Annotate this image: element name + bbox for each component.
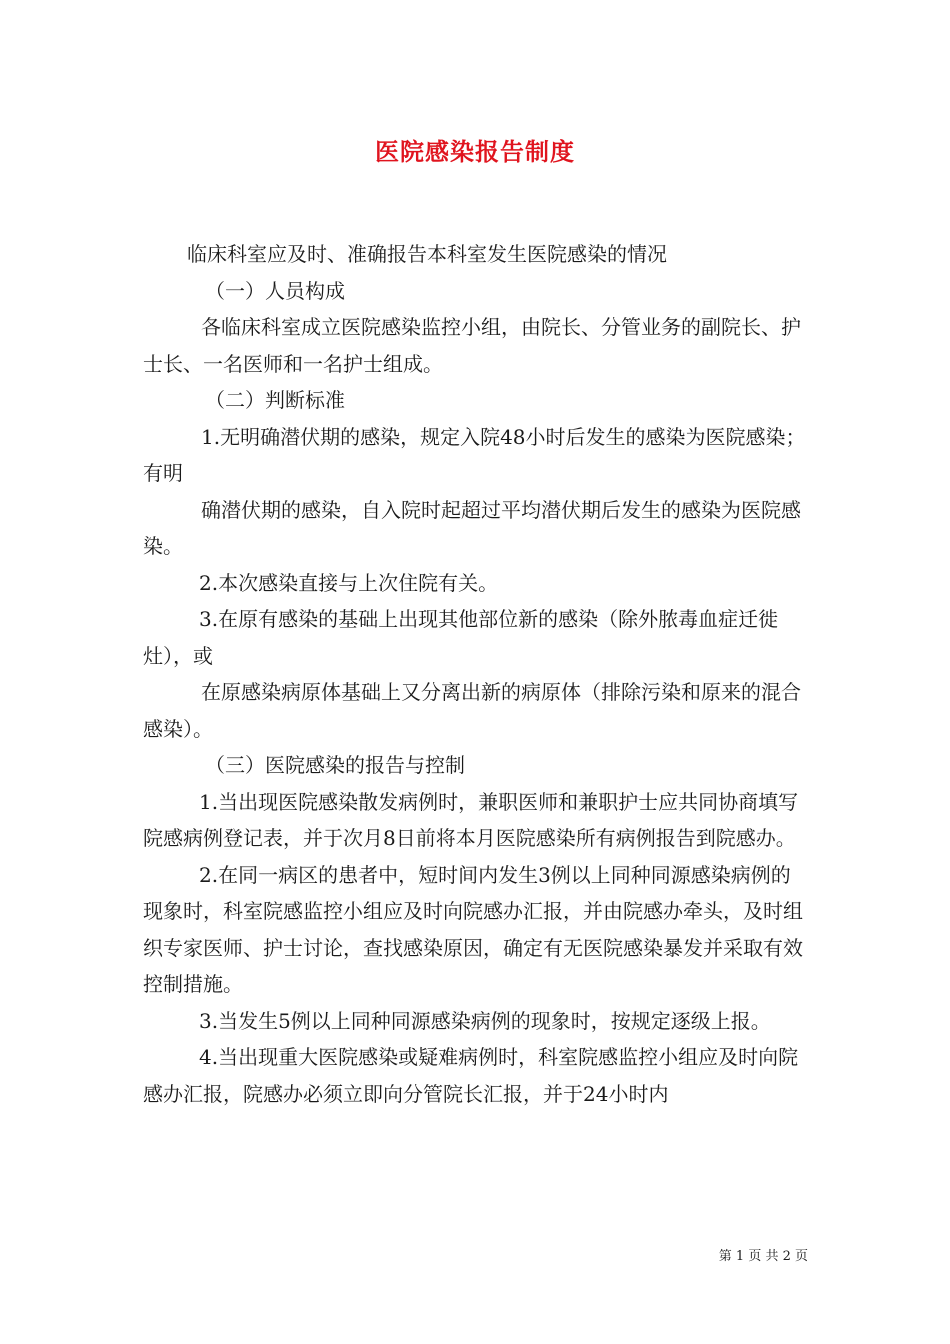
paragraph-report-1: 1.当出现医院感染散发病例时，兼职医师和兼职护士应共同协商填写院感病例登记表，并于次月8日前将本月医院感染所有病例报告到院感办。: [143, 789, 799, 850]
section-heading-criteria: （二）判断标准: [205, 388, 345, 412]
paragraph-criteria-3: 3.在原有感染的基础上出现其他部位新的感染（除外脓毒血症迁徙灶），或: [143, 607, 779, 668]
paragraph-criteria-2: 2.本次感染直接与上次住院有关。: [199, 570, 499, 595]
section-heading-report-control: （三）医院感染的报告与控制: [205, 753, 465, 777]
paragraph-criteria-1: 1.无明确潜伏期的感染，规定入院48小时后发生的感染为医院感染；有明: [143, 424, 806, 485]
page-number-footer: 第 1 页 共 2 页: [718, 1249, 808, 1264]
document-title: 医院感染报告制度: [375, 137, 575, 166]
paragraph-report-4: 4.当出现重大医院感染或疑难病例时，科室院感监控小组应及时向院感办汇报，院感办必须立即向分管院长汇报，并于24小时内: [143, 1045, 799, 1106]
paragraph-criteria-3-cont: 在原感染病原体基础上又分离出新的病原体（排除污染和原来的混合感染）。: [143, 680, 801, 741]
document-body: [143, 236, 807, 1112]
paragraph-personnel: 各临床科室成立医院感染监控小组，由院长、分管业务的副院长、护士长、一名医师和一名护士组成。: [143, 315, 801, 376]
paragraph-report-3: 3.当发生5例以上同种同源感染病例的现象时，按规定逐级上报。: [199, 1008, 771, 1033]
paragraph-criteria-1-cont: 确潜伏期的感染，自入院时起超过平均潜伏期后发生的感染为医院感染。: [143, 497, 801, 558]
paragraph-report-2: 2.在同一病区的患者中，短时间内发生3例以上同种同源感染病例的现象时，科室院感监控小组应及时向院感办汇报，并由院感办牵头，及时组织专家医师、护士讨论，查找感染原因，确定有无医院感染暴发并采取有效控制措施。: [143, 862, 803, 996]
section-heading-personnel: （一）人员构成: [205, 278, 345, 303]
intro-paragraph: 临床科室应及时、准确报告本科室发生医院感染的情况: [187, 242, 667, 266]
